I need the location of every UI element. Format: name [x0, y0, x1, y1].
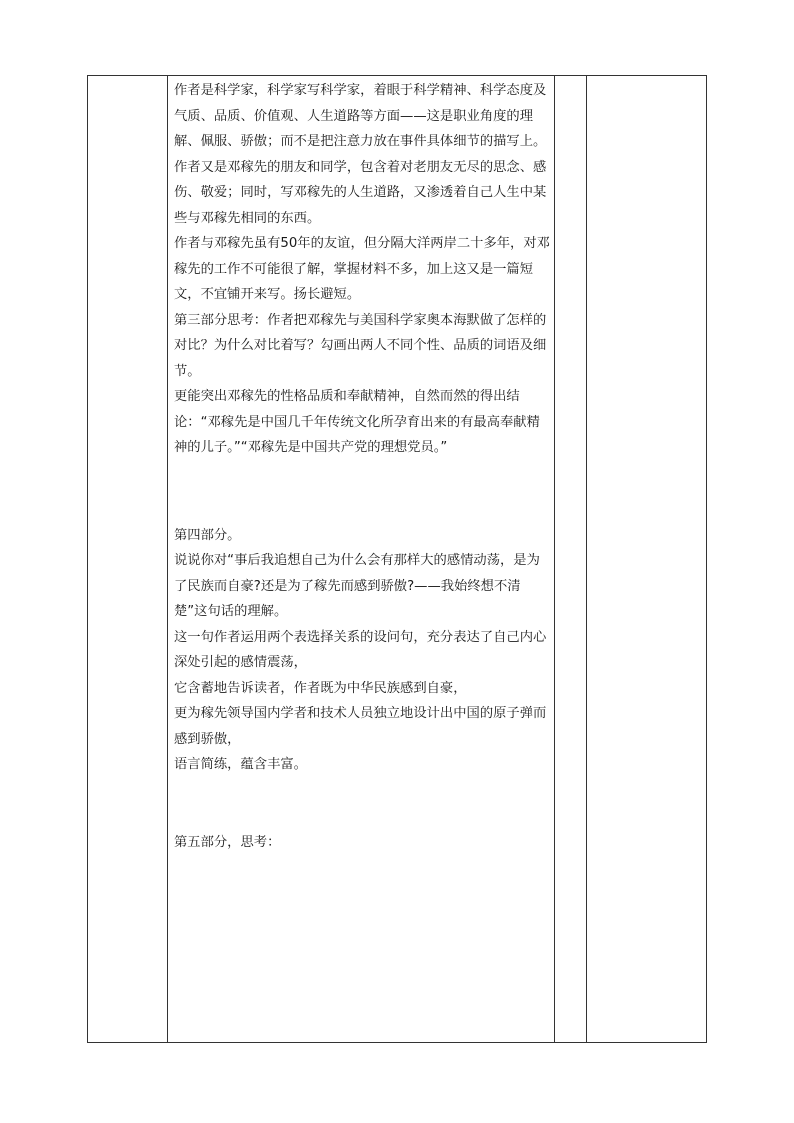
left-empty-cell — [88, 76, 168, 1043]
paragraph-part-four-answer-1: 这一句作者运用两个表选择关系的设问句，充分表达了自己内心深处引起的感情震荡， — [174, 629, 547, 670]
right-empty-cell — [587, 76, 707, 1043]
table-row — [88, 76, 707, 1043]
section-heading-part-five: 第五部分，思考： — [174, 834, 281, 850]
paragraph-part-four-question: 说说你对“事后我追想自己为什么会有那样大的感情动荡，是为了民族而自豪?还是为了稼先而感到骄傲?——我始终想不清楚”这句话的理解。 — [174, 553, 540, 619]
paragraph-part-four-answer-2: 它含蓄地告诉读者，作者既为中华民族感到自豪， — [174, 680, 467, 696]
content-cell — [168, 76, 555, 1043]
section-heading-part-four: 第四部分。 — [174, 527, 241, 543]
paragraph-part-four-answer-4: 语言简练，蕴含丰富。 — [174, 757, 307, 772]
spacer — [174, 778, 550, 830]
narrow-empty-cell — [555, 76, 587, 1043]
paragraph-short-essay: 作者与邓稼先虽有50年的友谊，但分隔大洋两岸二十多年，对邓稼先的工作不可能很了解，掌握材料不多，加上这又是一篇短文，不宜铺开来写。扬长避短。 — [174, 236, 550, 302]
paragraph-part-four-answer-3: 更为稼先领导国内学者和技术人员独立地设计出中国的原子弹而感到骄傲， — [174, 706, 547, 747]
spacer — [174, 461, 550, 523]
lesson-table — [87, 75, 707, 1043]
paragraph-friend-perspective: 作者又是邓稼先的朋友和同学，包含着对老朋友无尽的思念、感伤、敬爱；同时，写邓稼先的人生道路，又渗透着自己人生中某些与邓稼先相同的东西。 — [174, 159, 547, 226]
paragraph-scientist-perspective: 作者是科学家，科学家写科学家，着眼于科学精神、科学态度及气质、品质、价值观、人生道路等方面——这是职业角度的理解、佩服、骄傲；而不是把注意力放在事件具体细节的描写上。 — [174, 83, 547, 149]
paragraph-part-three-answer: 更能突出邓稼先的性格品质和奉献精神，自然而然的得出结论：“邓稼先是中国几千年传统文化所孕育出来的有最高奉献精神的儿子。”“邓稼先是中国共产党的理想党员。” — [174, 389, 540, 455]
paragraph-part-three-question: 第三部分思考：作者把邓稼先与美国科学家奥本海默做了怎样的对比？为什么对比着写？勾画出两人不同个性、品质的词语及细节。 — [174, 312, 547, 379]
